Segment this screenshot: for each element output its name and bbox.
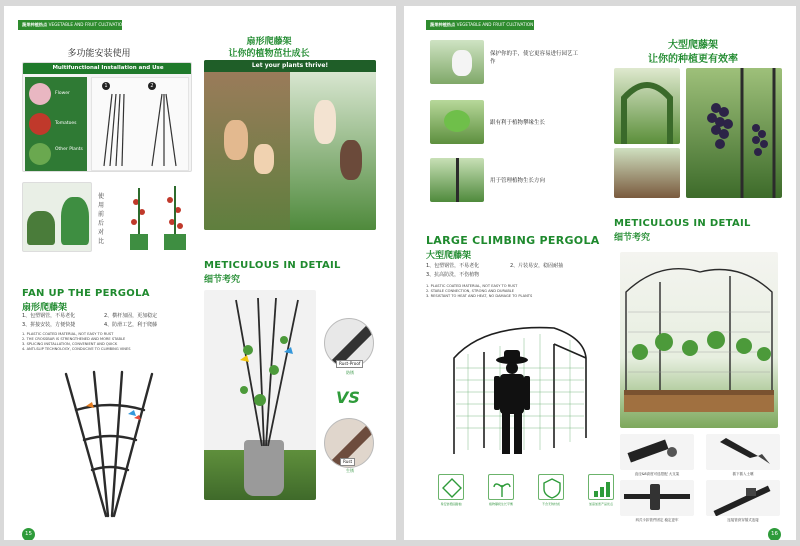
before-plant [27,211,55,245]
assembly-steps [91,77,189,171]
large-feature-en-1: 1. PLASTIC COATED MATERIAL, NOT EASY TO RUST [426,284,518,288]
before-after-photo [22,182,92,252]
plant-examples [25,77,87,171]
right-detail-title-en: METICULOUS IN DETAIL [614,218,751,229]
large-title-1: 大型爬藤架 [668,40,718,51]
left-detail-title-cn: 细节考究 [204,275,241,285]
rust-label: Rust [340,458,355,466]
install-icon [438,474,464,500]
leaf-shape [444,110,470,132]
rust-proof-cn: 防锈 [346,370,354,375]
fan-title-en: FAN UP THE PERGOLA [22,288,150,299]
fan-features-col2 [104,312,194,330]
fan-features-col1 [22,312,112,330]
detail-caption-1: 直径&8高度可选搭配 大支架 [634,472,680,476]
icon-caption-3: 不含无锈材质 [541,502,560,506]
trellis-diagram [92,78,190,172]
fan-feature-en-3: 3. SPLICING INSTALLATION, CONVENIENT AND QUICK [22,342,118,346]
tomato-image [29,113,51,135]
large-title-2: 让你的种植更有效率 [648,54,738,65]
detail-caption-2: 插下插入土壤 [732,472,754,476]
grapes-photo [686,68,782,198]
other-plants-label: Other Plants [55,147,83,152]
detail-photo-4-drawing [706,480,780,516]
install-panel [22,62,192,172]
plant-growth-icon [488,474,514,500]
fan-feature-en-4: 4. ANTI-SLIP TECHNOLOGY, CONDUCIVE TO CLIMBING VINES [22,347,131,351]
right-header-bar: 蔬果种植热点 VEGETABLE AND FRUIT CULTIVATION [426,20,534,30]
large-title-en: LARGE CLIMBING PERGOLA [426,234,600,247]
rust-proof-label: Rust-Proof [336,360,363,368]
right-page [404,6,796,540]
detail-photo-1 [620,434,694,470]
promo-banner: Let your plants thrive! [204,60,376,72]
rust-cn: 生锈 [346,468,354,473]
benefit-photo-3 [430,158,484,202]
raised-bed-pergola-photo [620,252,778,428]
person-figure-4 [340,140,362,180]
large-features-col1 [426,262,516,280]
fan-feature-4: 4、防滑工艺，利于爬藤 [104,322,158,328]
family-garden-photo [204,60,376,230]
benefit-text-1: 保护你的手，使它更容易进行园艺工作 [490,51,579,65]
family-photo-right [290,72,376,230]
after-plant [61,197,89,245]
fan-trellis-illustration [60,370,160,520]
fan-feature-en-2: 2. THE CROSSBAR IS STRENGTHENED AND MORE STABLE [22,337,126,341]
person-figure-1 [224,120,248,160]
benefit-text-2: 跟有利于植物攀缘生长 [490,120,546,126]
detail-photo-2-drawing [706,434,780,470]
icon-caption-2: 植物攀爬生长平衡 [488,502,513,506]
flower-image [29,83,51,105]
raised-bed-drawing [620,252,778,428]
rustproof-icon-svg [539,475,565,501]
tomatoes-label: Tomatoes [55,121,77,126]
garden-bed-photo [614,148,680,198]
rustproof-icon [538,474,564,500]
fan-features-en [22,332,131,352]
promo-title-1: 扇形爬藤架 [246,37,292,47]
install-banner: Multifunctional Installation and Use [23,63,192,74]
icon-caption-4: 加高加宽产品优点 [588,502,613,506]
large-feature-2: 2、片装易安，稳固耐抽 [510,263,564,269]
large-title-cn: 大型爬藤架 [426,251,472,261]
large-features-col2 [510,262,610,271]
install-title: 多功能安装使用 [67,49,131,59]
person-figure-2 [254,144,274,174]
vine-stake [456,158,459,202]
icon-caption-1: 易安装稳固耐抽 [440,502,462,506]
tomato-trellis-illustration [122,182,192,252]
arch-pergola-drawing [614,68,680,144]
large-feature-1: 1、包塑钢管，不易老化 [426,263,480,269]
size-icon [588,474,614,500]
arch-pergola-photo [614,68,680,144]
fan-feature-1: 1、包塑钢管，不易老化 [22,313,76,319]
benefit-photo-2 [430,100,484,144]
benefit-text-3: 用于管理植物生长方向 [490,178,546,184]
detail-photo-4 [706,480,780,516]
right-detail-title-cn: 细节考究 [614,233,651,243]
fan-feature-3: 3、拼接安装，方便快捷 [22,322,76,328]
detail-photo-3 [620,480,694,516]
other-plant-image [29,143,51,165]
detail-photo-3-drawing [620,480,694,516]
fan-title-cn: 扇形爬藤架 [22,303,68,313]
large-feature-en-3: 3. RESISTANT TO HEAT AND HEAT, NO DAMAGE TO PLANTS [426,294,533,298]
detail-caption-3: 斜式卡扣管件固定 稳定更牢 [635,518,679,522]
detail-photo-2 [706,434,780,470]
step-2-badge: 2 [148,82,156,90]
glove-shape [452,50,472,76]
planter-trellis-drawing [204,290,316,450]
benefit-photo-1 [430,40,484,84]
plant-growth-icon-svg [489,475,515,501]
person-figure-3 [314,100,336,144]
planter-trellis-photo [204,290,316,500]
person-pergola-illustration [444,318,594,458]
install-icon-svg [439,475,465,501]
fan-feature-2: 2、横杆加固，更加稳定 [104,313,158,319]
left-page [4,6,396,540]
left-header-bar: 蔬果种植热点 VEGETABLE AND FRUIT CULTIVATION [18,20,122,30]
flower-label: Flower [55,91,70,96]
large-feature-en-2: 2. STABLE CONNECTION, STRONG AND DURABLE [426,289,515,293]
left-detail-title-en: METICULOUS IN DETAIL [204,260,341,271]
step-1-badge: 1 [102,82,110,90]
page-number-left: 15 [22,528,35,540]
page-number-right: 16 [768,528,781,540]
fan-feature-en-1: 1. PLASTIC COATED MATERIAL, NOT EASY TO RUST [22,332,114,336]
tomato-trellis-photo [122,182,192,252]
vs-label: VS [336,388,360,407]
before-after-label: 使用前后对比 [98,193,105,245]
large-feature-3: 3、抗高防洗，不伤植物 [426,272,480,278]
detail-photo-1-drawing [620,434,694,470]
size-icon-svg [589,475,615,501]
detail-caption-4: 连接管套穿插式连接 [727,518,759,522]
large-features-en [426,284,532,299]
grapes-drawing [686,68,782,198]
promo-title-2: 让你的植物茁壮成长 [228,49,310,59]
